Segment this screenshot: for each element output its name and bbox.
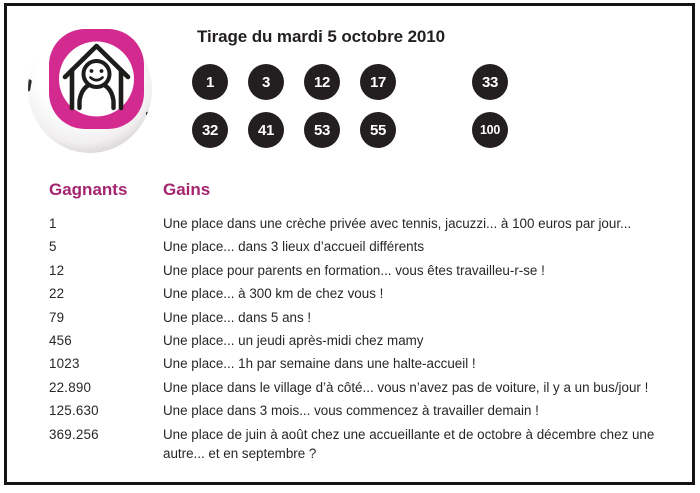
prize-description: Une place... 1h par semaine dans une halte-accueil ! bbox=[163, 356, 476, 372]
number-ball: 17 bbox=[360, 64, 396, 100]
draw-title: Tirage du mardi 5 octobre 2010 bbox=[197, 27, 445, 46]
prize-description: Une place dans 3 mois... vous commencez à travailler demain ! bbox=[163, 403, 539, 419]
number-ball: 53 bbox=[304, 112, 340, 148]
result-row bbox=[49, 284, 681, 303]
number-ball-bonus: 100 bbox=[472, 112, 508, 148]
prize-description: Une place pour parents en formation... vous êtes travailleu-r-se ! bbox=[163, 262, 545, 278]
prize-description: Une place dans le village d’à côté... vous n’avez pas de voiture, il y a un bus/jour ! bbox=[163, 379, 649, 395]
number-ball: 3 bbox=[248, 64, 284, 100]
winners-count: 5 bbox=[49, 239, 57, 255]
result-row bbox=[49, 308, 681, 327]
result-row bbox=[49, 237, 681, 256]
number-ball-bonus: 33 bbox=[472, 64, 508, 100]
result-row bbox=[49, 378, 681, 397]
winners-count: 369.256 bbox=[49, 426, 99, 442]
winners-count: 22.890 bbox=[49, 379, 92, 395]
winners-count: 79 bbox=[49, 309, 65, 325]
house-person-ball-icon bbox=[20, 13, 160, 163]
winners-count: 1 bbox=[49, 216, 57, 231]
result-row bbox=[49, 401, 681, 420]
daycare-lottery-ball-logo bbox=[20, 13, 160, 163]
winners-count: 1023 bbox=[49, 356, 80, 372]
column-header-gains: Gains bbox=[163, 180, 211, 199]
drawn-numbers-row-1 bbox=[192, 64, 508, 100]
number-ball: 55 bbox=[360, 112, 396, 148]
results-table bbox=[49, 180, 681, 467]
winners-count: 125.630 bbox=[49, 403, 99, 419]
prize-description: Une place... à 300 km de chez vous ! bbox=[163, 286, 384, 302]
winners-count: 22 bbox=[49, 286, 65, 302]
winners-count: 12 bbox=[49, 262, 65, 278]
number-ball: 1 bbox=[192, 64, 228, 100]
prize-description: Une place dans une crèche privée avec tennis, jacuzzi... à 100 euros par jour... bbox=[163, 216, 632, 231]
prize-description: Une place... un jeudi après-midi chez mamy bbox=[163, 332, 424, 348]
winners-count: 456 bbox=[49, 332, 72, 348]
result-row bbox=[49, 425, 681, 463]
prize-description: Une place de juin à août chez une accueillante et de octobre à décembre chez une autre... et en septembre ? bbox=[163, 426, 655, 461]
drawn-numbers-row-2 bbox=[192, 112, 508, 148]
result-row bbox=[49, 331, 681, 350]
number-ball: 32 bbox=[192, 112, 228, 148]
prize-description: Une place... dans 3 lieux d’accueil différents bbox=[163, 239, 425, 255]
results-header-row bbox=[49, 180, 681, 200]
result-row bbox=[49, 261, 681, 280]
number-ball: 41 bbox=[248, 112, 284, 148]
prize-description: Une place... dans 5 ans ! bbox=[163, 309, 312, 325]
column-header-gagnants: Gagnants bbox=[49, 180, 128, 199]
number-ball: 12 bbox=[304, 64, 340, 100]
result-row bbox=[49, 214, 681, 233]
result-row bbox=[49, 354, 681, 373]
